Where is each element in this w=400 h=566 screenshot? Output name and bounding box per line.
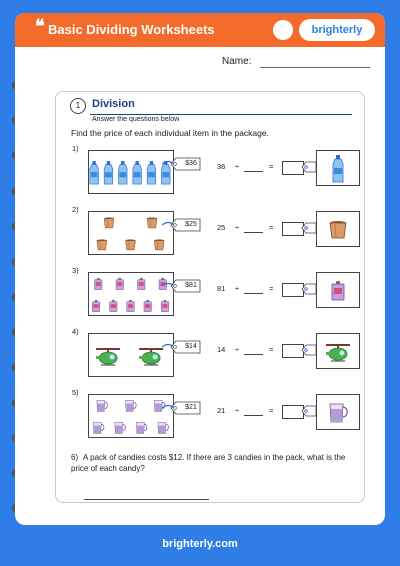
water-bottle-icon [119, 161, 128, 184]
question-6 [71, 452, 356, 474]
equals-sign: = [269, 162, 274, 171]
quote-icon: ❝ [35, 16, 45, 37]
divide-sign: ÷ [235, 162, 240, 171]
problem-number: 2) [72, 205, 79, 214]
cup-icon [330, 221, 346, 238]
price-tag [162, 156, 202, 172]
divisor-blank[interactable] [244, 232, 263, 233]
worksheet-page [15, 13, 385, 525]
name-line [260, 67, 370, 68]
water-bottle-icon [104, 161, 113, 184]
juice-box-icon [332, 281, 344, 300]
water-bottle-icon [147, 161, 156, 184]
price-value: $21 [185, 404, 197, 411]
divide-sign: ÷ [235, 284, 240, 293]
juice-box-icon [127, 300, 134, 312]
divisor-blank[interactable] [244, 354, 263, 355]
question-6-text: A pack of candies costs $12. If there are 3 candies in the pack, what is the price of each candy? [71, 453, 346, 473]
helicopter-icon [96, 349, 120, 365]
divide-sign: ÷ [235, 406, 240, 415]
cup-icon [97, 239, 107, 250]
pitcher-icon [330, 404, 347, 422]
problem-number: 3) [72, 266, 79, 275]
juice-box-icon [144, 300, 151, 312]
price-value: $14 [185, 343, 197, 350]
single-item-box [316, 211, 360, 247]
divisor-blank[interactable] [244, 415, 263, 416]
problem-3 [56, 266, 366, 318]
division-section [55, 91, 365, 503]
divisor-blank[interactable] [244, 293, 263, 294]
problem-1 [56, 144, 366, 196]
name-label: Name: [222, 56, 252, 67]
dividend: 36 [217, 162, 226, 171]
cup-icon [126, 239, 136, 250]
juice-box-icon [161, 300, 168, 312]
price-value: $25 [185, 221, 197, 228]
price-tag [162, 278, 202, 294]
pitcher-icon [97, 400, 108, 411]
answer-line [84, 499, 209, 500]
divide-sign: ÷ [235, 223, 240, 232]
dividend: 81 [217, 284, 226, 293]
single-item-box [316, 394, 360, 430]
section-title: Division [92, 98, 135, 110]
single-item-box [316, 333, 360, 369]
footer-site: brighterly.com [162, 538, 238, 550]
instruction-text: Find the price of each individual item in the package. [71, 128, 269, 138]
brand-logo: brighterly [299, 19, 375, 41]
helicopter-icon [139, 349, 163, 365]
helicopter-icon [326, 345, 350, 361]
juice-box-icon [116, 278, 123, 290]
equals-sign: = [269, 345, 274, 354]
juice-box-icon [138, 278, 145, 290]
circle-icon [273, 20, 293, 40]
divisor-blank[interactable] [244, 171, 263, 172]
price-value: $36 [185, 160, 197, 167]
problem-5 [56, 388, 366, 440]
single-item-box [316, 272, 360, 308]
cup-icon [154, 239, 164, 250]
single-item-box [316, 150, 360, 186]
question-6-number: 6) [71, 453, 79, 462]
dividend: 25 [217, 223, 226, 232]
pitcher-icon [115, 422, 126, 433]
problem-4 [56, 327, 366, 379]
price-tag [162, 339, 202, 355]
price-value: $81 [185, 282, 197, 289]
water-bottle-icon [333, 155, 343, 182]
cup-icon [104, 217, 114, 228]
pitcher-icon [136, 422, 147, 433]
pitcher-icon [158, 422, 169, 433]
section-number: 1 [70, 98, 86, 114]
problem-2 [56, 205, 366, 257]
equals-sign: = [269, 406, 274, 415]
price-tag [162, 217, 202, 233]
problem-number: 1) [72, 144, 79, 153]
header-bar [15, 13, 385, 47]
section-divider [90, 114, 352, 115]
problem-number: 5) [72, 388, 79, 397]
juice-box-icon [92, 300, 99, 312]
page-title: Basic Dividing Worksheets [48, 22, 215, 37]
dividend: 21 [217, 406, 226, 415]
pitcher-icon [126, 400, 137, 411]
price-tag [162, 400, 202, 416]
dividend: 14 [217, 345, 226, 354]
section-subtitle: Answer the questions below [92, 116, 180, 123]
water-bottle-icon [133, 161, 142, 184]
pitcher-icon [93, 422, 104, 433]
problem-number: 4) [72, 327, 79, 336]
equals-sign: = [269, 284, 274, 293]
equals-sign: = [269, 223, 274, 232]
juice-box-icon [95, 278, 102, 290]
divide-sign: ÷ [235, 345, 240, 354]
cup-icon [147, 217, 157, 228]
juice-box-icon [110, 300, 117, 312]
water-bottle-icon [90, 161, 99, 184]
